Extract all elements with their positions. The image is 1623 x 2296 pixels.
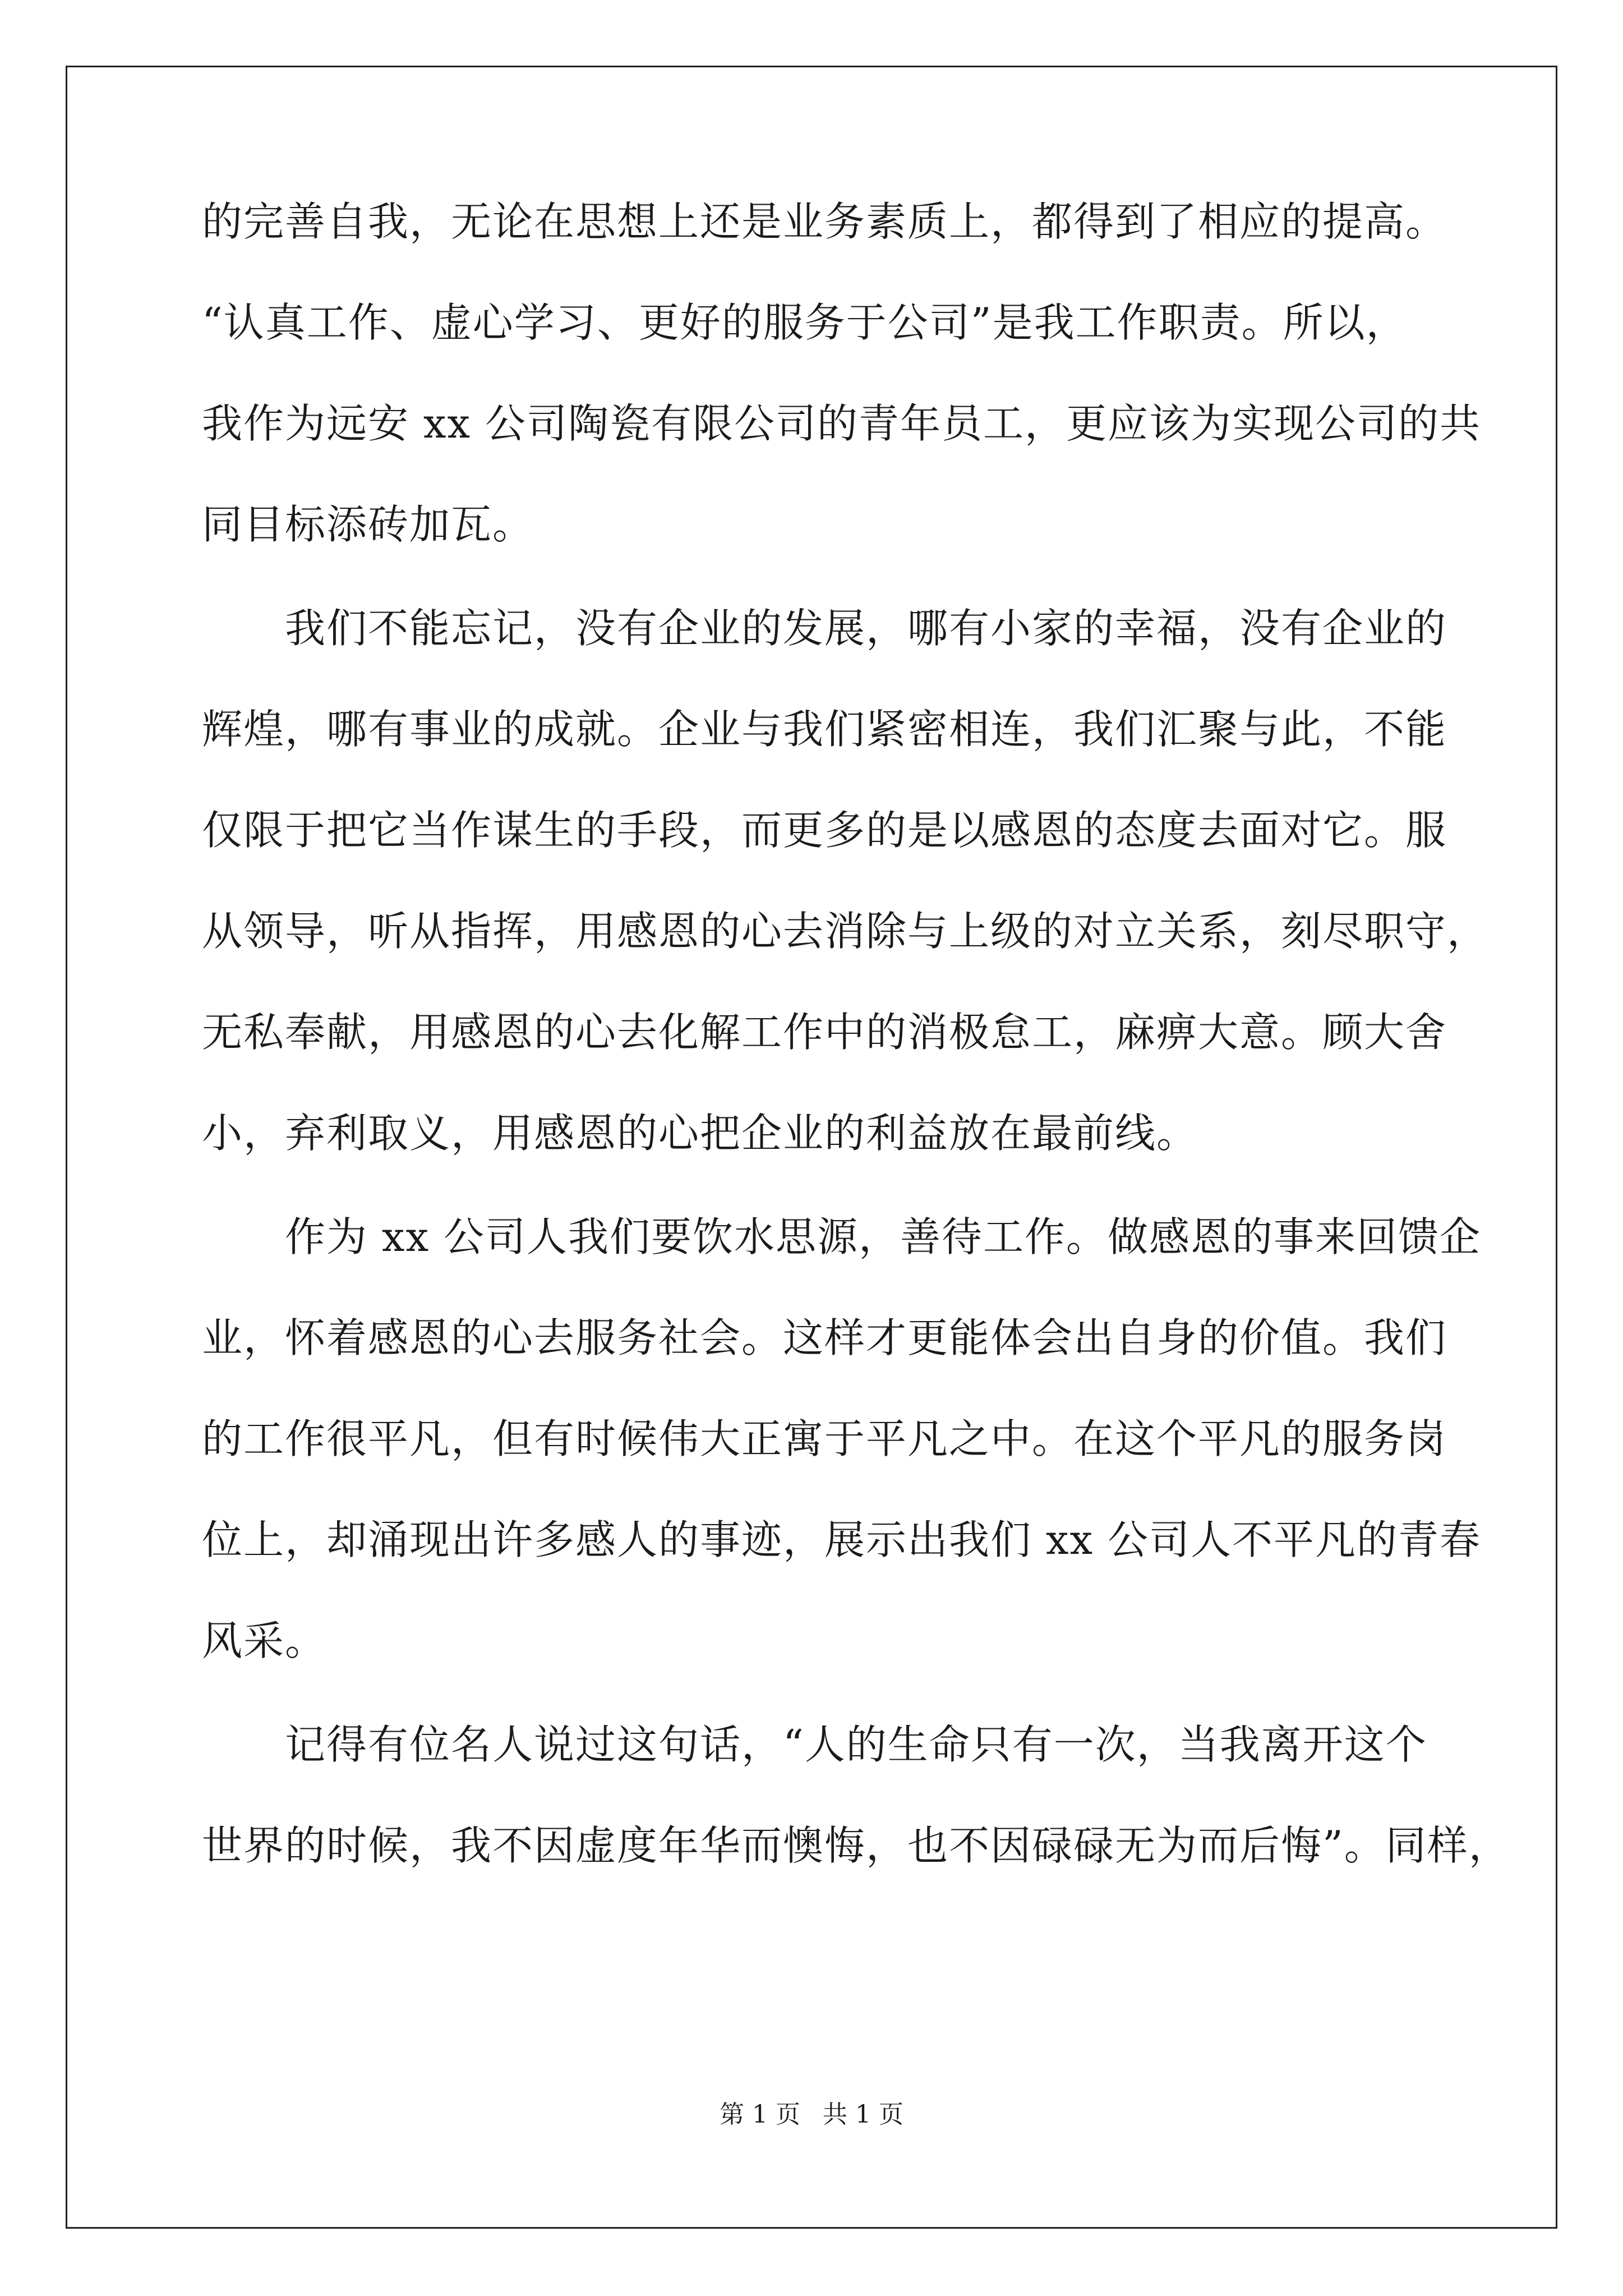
text-line: 小，弃利取义，用感恩的心把企业的利益放在最前线。: [202, 1110, 1198, 1157]
text-line: 辉煌，哪有事业的成就。企业与我们紧密相连，我们汇聚与此，不能: [202, 706, 1447, 753]
text-line: 我们不能忘记，没有企业的发展，哪有小家的幸福，没有企业的: [202, 605, 1447, 652]
text-line: 作为 xx 公司人我们要饮水思源，善待工作。做感恩的事来回馈企: [202, 1213, 1481, 1260]
page-number: 第 1 页: [720, 2100, 800, 2129]
text-line: 的工作很平凡，但有时候伟大正寓于平凡之中。在这个平凡的服务岗: [202, 1415, 1447, 1462]
text-line: 世界的时候，我不因虚度年华而懊悔，也不因碌碌无为而后悔”。同样，: [202, 1822, 1510, 1869]
page-footer: [0, 2098, 1623, 2132]
text-line: “认真工作、虚心学习、更好的服务于公司”是我工作职责。所以，: [202, 299, 1408, 346]
text-line: 从领导，听从指挥，用感恩的心去消除与上级的对立关系，刻尽职守，: [202, 908, 1489, 955]
text-line: 同目标添砖加瓦。: [202, 501, 534, 548]
text-line: 我作为远安 xx 公司陶瓷有限公司的青年员工，更应该为实现公司的共: [202, 400, 1481, 447]
text-line: 位上，却涌现出许多感人的事迹，展示出我们 xx 公司人不平凡的青春: [202, 1516, 1481, 1563]
text-line: 仅限于把它当作谋生的手段，而更多的是以感恩的态度去面对它。服: [202, 807, 1447, 854]
text-line: 风采。: [202, 1617, 327, 1664]
text-line: 的完善自我，无论在思想上还是业务素质上，都得到了相应的提高。: [202, 198, 1447, 245]
text-line: 记得有位名人说过这句话，“人的生命只有一次，当我离开这个: [202, 1721, 1427, 1768]
text-line: 无私奉献，用感恩的心去化解工作中的消极怠工，麻痹大意。顾大舍: [202, 1009, 1447, 1056]
page-total: 共 1 页: [823, 2100, 903, 2129]
text-line: 业，怀着感恩的心去服务社会。这样才更能体会出自身的价值。我们: [202, 1314, 1447, 1361]
